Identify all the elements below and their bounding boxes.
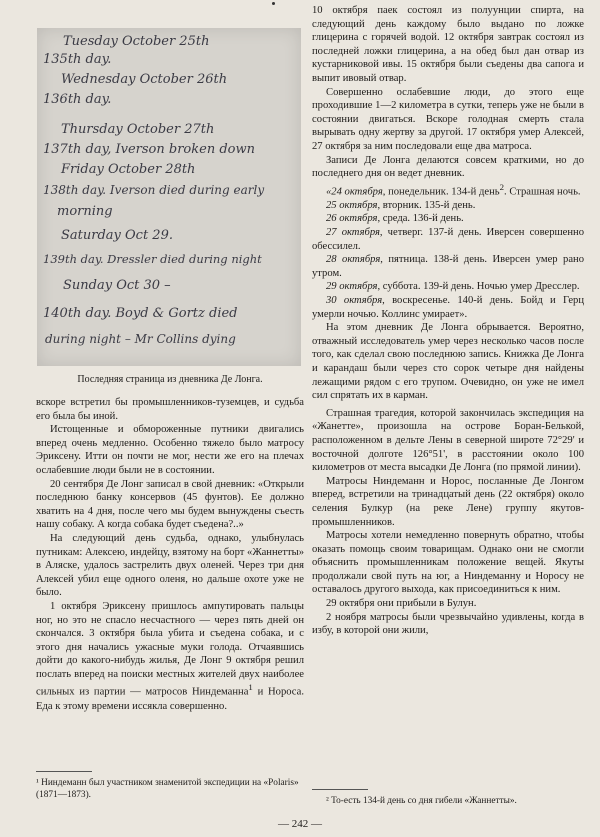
diary-entry: 26 октября, среда. 136-й день. [326,213,464,225]
paragraph: Совершенно ослабевшие люди, до этого еще проходившие 1—2 километра в сутки, теперь уже не были в состоянии двигаться. Вскоре голодная смерть стала вырывать одну жертву за другой. 17 октября умер Алексей, 27 октября за ним последовали еще два матроса. [312,86,584,152]
footnote-rule [36,771,92,772]
footnote-ref: 1 [248,682,253,693]
diary-line: during night – Mr Collins dying [45,332,236,346]
diary-entry: «24 октября, понедельник. 134-й день$^2$. Страшная ночь. [326,181,581,198]
paragraph: На этом дневник Де Лонга обрывается. Вероятно, отважный исследователь умер через несколько часов после того, как сделал свою последнюю запись. Книжка Де Лонга и карандаш были через сто сорок четыре дня найдены лежащими рядом с его трупом. Очевидно, он уже не имел сил спрятать их в карман. [312,322,584,402]
paragraph: Страшная трагедия, которой закончилась экспедиция на «Жанеттe», произошла на острове Боран-Белькой, расположенном в дельте Лены в северной широте 72°29' и восточной долготе 126°51', в расстоянии около 100 километров от места высадки Де Лонга (по прямой линии). [312,407,584,474]
diary-line: 136th day. [43,92,112,107]
diary-line: 137th day, Iverson broken down [43,142,255,157]
diary-line: 138th day. Iverson died during early [43,183,265,197]
paragraph: 1 октября Эриксену пришлось ампутировать пальцы ног, но это не спасло несчастного — через пять дней он скончался. 3 октября была убита и съедена собака, и с этого дня начались ужасные муки голода. Отчаявшись дойти до какого-нибудь жилья, Де Лонг 9 октября решил послать вперед на поиски местных жителей двух наиболее сильных из партии — матросов Ниндеманна$^1$ и Нороса. Еда к этому времени иссякла совершенно. [36,600,304,712]
paragraph: 2 ноября матросы были чрезвычайно удивлены, когда в избу, в которой они жили, [312,611,584,637]
paragraph: Матросы хотели немедленно повернуть обратно, чтобы оказать помощь своим товарищам. Однако они не смогли объяснить промышленникам положение вещей. Якуты продолжали свой путь на юг, а Ниндеманну и Норосу не оставалось другого выхода, как присоединиться к ним. [312,530,584,596]
paragraph: Истощенные и обмороженные путники двигались вперед очень медленно. Особенно тяжело было матросу Эриксену. Итти он почти не мог, нести же его на плечах ослабевшие люди были не в состоянии. [36,424,304,476]
diary-entry: 29 октября, суббота. 139-й день. Ночью умер Дресслер. [326,281,580,293]
diary-entry: 27 октября, четверг. 137-й день. Иверсен совершенно обессилел. [312,227,585,252]
diary-photo [37,28,301,366]
footnote-left: ¹ Ниндеманн был участником знаменитой экспедиции на «Polaris» (1871—1873). [36,778,299,800]
diary-line: morning [57,204,113,219]
diary-line: 135th day. [43,52,112,67]
diary-line: Thursday October 27th [61,122,215,137]
left-column [36,396,304,713]
paragraph: 10 октября паек состоял из полуунции спирта, на следующий день каждому было выдано по ложке глицерина с горячей водой. 12 октября завтрак состоял из последней ложки глицерина, а на обед был дан отвар из кустарниковой ивы. 15 октября были съедены два сапога и выпит ивовый отвар. [312,5,584,84]
diary-line: Wednesday October 26th [61,72,228,87]
diary-line: Friday October 28th [61,162,196,177]
footnote-rule [312,789,368,790]
page-number: — 242 — [278,818,322,830]
diary-line: 139th day. Dressler died during night [43,252,262,266]
paragraph: Матросы Ниндеманн и Норос, посланные Де Лонгом вперед, встретили на тринадцатый день (22 октября) около селения Булкур (на реке Лене) группу якутов-промышленников. [312,475,584,528]
print-mark [272,2,275,5]
photo-caption: Последняя страница из дневника Де Лонга. [77,374,263,385]
diary-line: Saturday Oct 29. [61,228,173,243]
diary-entry: 25 октября, вторник. 135-й день. [326,199,476,211]
footnote-right: ² То-есть 134-й день со дня гибели «Жаннетты». [326,796,517,806]
diary-line: Sunday Oct 30 – [63,278,171,293]
diary-entry: 30 октября, воскресенье. 140-й день. Бойд и Герц умерли ночью. Коллинс умирает». [312,295,584,320]
right-column [312,4,584,638]
paragraph: вскоре встретил бы промышленников-туземцев, и судьба его была бы иной. [36,397,304,422]
diary-line: 140th day. Boyd & Gortz died [43,306,238,321]
diary-entry: 28 октября, пятница. 138-й день. Иверсен умер рано утром. [312,254,585,279]
paragraph: 20 сентября Де Лонг записал в свой дневник: «Открыли последнюю банку консервов (45 фунтов). Ее должно хватить на 4 дня, после чего мы будем вынуждены съесть нашу собаку. А когда собака будет съедена?..» [36,478,304,531]
diary-line: Tuesday October 25th [63,34,210,49]
paragraph: На следующий день судьба, однако, улыбнулась путникам: Алексею, индейцу, взятому на борт «Жаннетты» в Аляске, удалось застрелить двух оленей. Через три дня Алексей убил еще одного оленя, но дальше охоте уже не было. [36,532,304,599]
paragraph: 29 октября они прибыли в Булун. [326,598,477,610]
paragraph: Записи Де Лонга делаются совсем краткими, но до последнего дня он ведет дневник. [312,154,584,180]
